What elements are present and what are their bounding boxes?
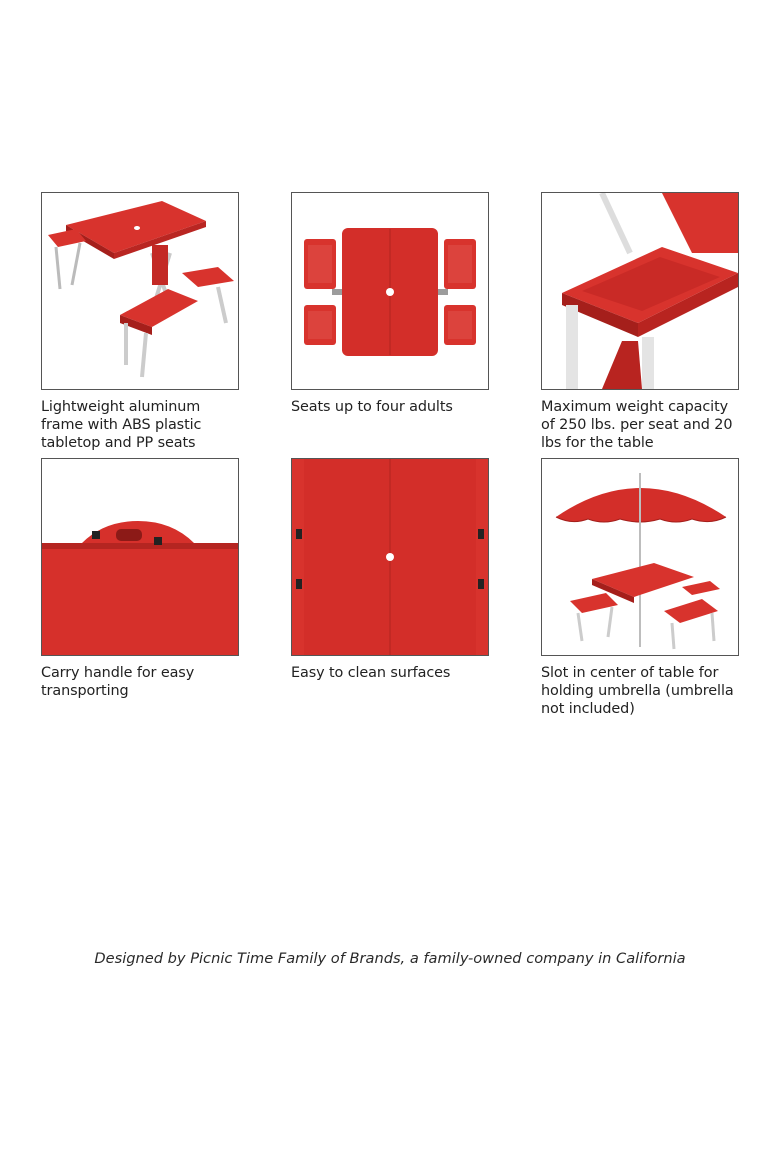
feature-card-frame xyxy=(41,458,239,700)
feature-card-frame xyxy=(541,192,739,453)
product-image-handle xyxy=(41,458,239,656)
product-image-top-view xyxy=(291,192,489,390)
feature-card-frame xyxy=(291,458,489,682)
product-image-open-table xyxy=(41,192,239,390)
brand-footer-text: Designed by Picnic Time Family of Brands, a family-owned company in California xyxy=(94,950,686,967)
feature-caption: Maximum weight capacity of 250 lbs. per seat and 20 lbs for the table xyxy=(541,399,733,452)
feature-caption: Easy to clean surfaces xyxy=(291,665,451,681)
feature-card-frame xyxy=(41,192,239,453)
product-image-surface xyxy=(291,458,489,656)
feature-caption: Seats up to four adults xyxy=(291,399,453,415)
product-image-seat-closeup xyxy=(541,192,739,390)
feature-card-frame xyxy=(291,192,489,416)
feature-caption: Lightweight aluminum frame with ABS plastic tabletop and PP seats xyxy=(41,399,202,452)
feature-caption: Carry handle for easy transporting xyxy=(41,665,195,700)
feature-caption: Slot in center of table for holding umbrella (umbrella not included) xyxy=(541,665,734,718)
product-image-umbrella xyxy=(541,458,739,656)
feature-card-frame xyxy=(541,458,739,719)
